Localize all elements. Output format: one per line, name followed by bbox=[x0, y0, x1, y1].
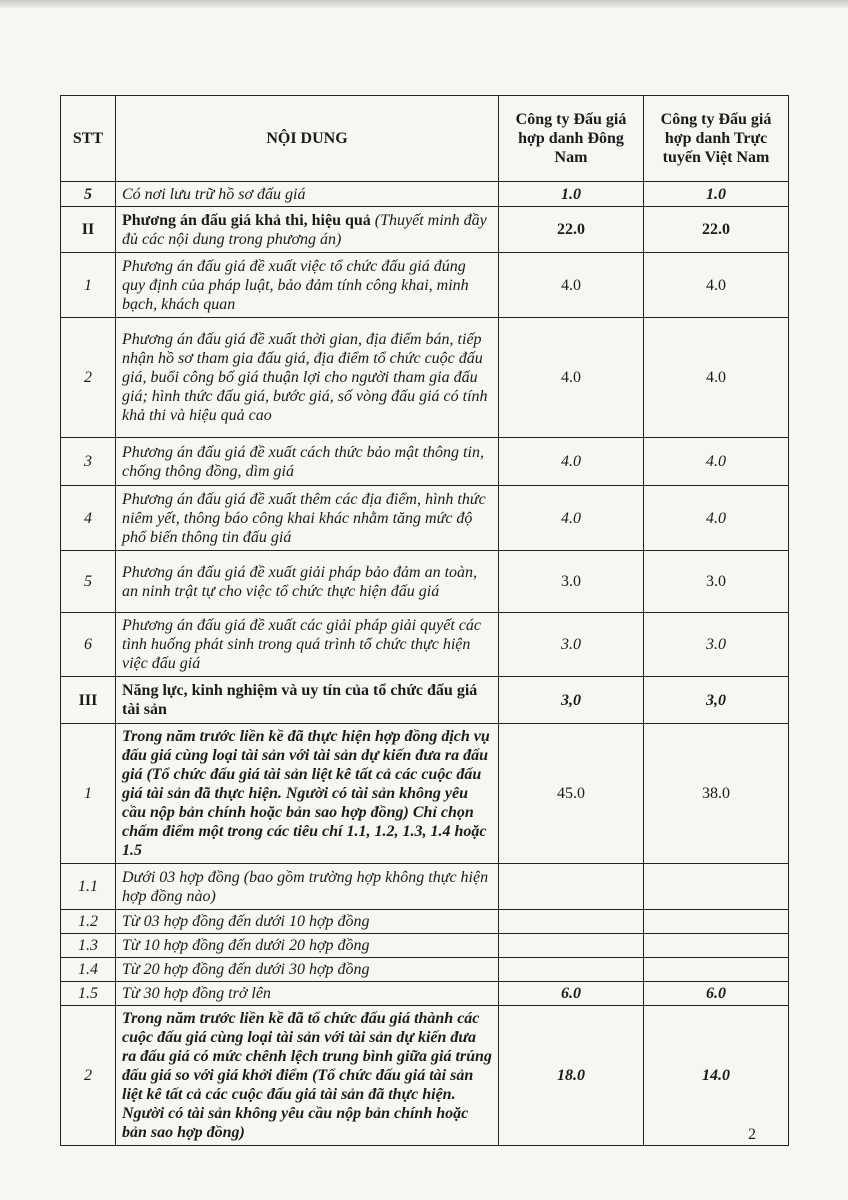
scan-edge bbox=[0, 0, 848, 8]
row-score-1: 4.0 bbox=[499, 486, 644, 551]
row-stt: 5 bbox=[61, 182, 116, 207]
row-score-2 bbox=[644, 934, 789, 958]
row-stt: 3 bbox=[61, 438, 116, 486]
table-row bbox=[61, 677, 789, 724]
row-stt: 1.2 bbox=[61, 910, 116, 934]
row-score-2: 4.0 bbox=[644, 486, 789, 551]
row-stt: 6 bbox=[61, 613, 116, 677]
row-content: Từ 03 hợp đồng đến dưới 10 hợp đồng bbox=[116, 910, 499, 934]
table-row bbox=[61, 182, 789, 207]
row-stt: 2 bbox=[61, 318, 116, 438]
row-score-2: 3.0 bbox=[644, 613, 789, 677]
header-company-2: Công ty Đấu giá hợp danh Trực tuyến Việt Nam bbox=[644, 96, 789, 182]
row-score-2: 3,0 bbox=[644, 677, 789, 724]
row-score-1: 4.0 bbox=[499, 253, 644, 318]
row-score-1: 22.0 bbox=[499, 207, 644, 253]
row-score-1: 4.0 bbox=[499, 438, 644, 486]
row-stt: III bbox=[61, 677, 116, 724]
table-row bbox=[61, 864, 789, 910]
table-row bbox=[61, 253, 789, 318]
row-stt: 2 bbox=[61, 1006, 116, 1146]
row-content: Dưới 03 hợp đồng (bao gồm trường hợp không thực hiện hợp đồng nào) bbox=[116, 864, 499, 910]
row-content: Phương án đấu giá đề xuất thêm các địa điểm, hình thức niêm yết, thông báo công khai khác nhằm tăng mức độ phổ biến thông tin đấu giá bbox=[116, 486, 499, 551]
table-row bbox=[61, 551, 789, 613]
row-score-1: 4.0 bbox=[499, 318, 644, 438]
row-score-2: 6.0 bbox=[644, 982, 789, 1006]
row-content: Có nơi lưu trữ hồ sơ đấu giá bbox=[116, 182, 499, 207]
row-score-2 bbox=[644, 958, 789, 982]
row-score-2 bbox=[644, 864, 789, 910]
row-content: Trong năm trước liền kề đã tổ chức đấu giá thành các cuộc đấu giá cùng loại tài sản với tài sản dự kiến đưa ra đấu giá có mức chênh lệch trung bình giữa giá trúng đấu giá so với giá khởi điểm (Tổ chức đấu giá tài sản liệt kê tất cả các cuộc đấu giá tài sản đã thực hiện. Người có tài sản không yêu cầu nộp bản chính hoặc bản sao hợp đồng) bbox=[116, 1006, 499, 1146]
table-row bbox=[61, 958, 789, 982]
row-score-2: 4.0 bbox=[644, 253, 789, 318]
row-content: Từ 30 hợp đồng trở lên bbox=[116, 982, 499, 1006]
header-content: NỘI DUNG bbox=[116, 96, 499, 182]
row-score-1: 18.0 bbox=[499, 1006, 644, 1146]
row-stt: 4 bbox=[61, 486, 116, 551]
row-stt: 1 bbox=[61, 724, 116, 864]
table-row bbox=[61, 982, 789, 1006]
row-stt: 1.1 bbox=[61, 864, 116, 910]
row-content: Năng lực, kinh nghiệm và uy tín của tổ chức đấu giá tài sản bbox=[116, 677, 499, 724]
scoring-table bbox=[60, 95, 789, 1146]
table-row bbox=[61, 724, 789, 864]
table-header-row bbox=[61, 96, 789, 182]
row-score-1: 1.0 bbox=[499, 182, 644, 207]
row-score-2: 4.0 bbox=[644, 438, 789, 486]
row-stt: 1.5 bbox=[61, 982, 116, 1006]
row-content: Phương án đấu giá đề xuất việc tổ chức đấu giá đúng quy định của pháp luật, bảo đảm tính công khai, minh bạch, khách quan bbox=[116, 253, 499, 318]
row-content: Phương án đấu giá đề xuất cách thức bảo mật thông tin, chống thông đồng, dìm giá bbox=[116, 438, 499, 486]
row-content: Phương án đấu giá đề xuất giải pháp bảo đảm an toàn, an ninh trật tự cho việc tổ chức thực hiện đấu giá bbox=[116, 551, 499, 613]
row-score-1 bbox=[499, 958, 644, 982]
row-score-2: 1.0 bbox=[644, 182, 789, 207]
row-stt: 1 bbox=[61, 253, 116, 318]
header-company-1: Công ty Đấu giá hợp danh Đông Nam bbox=[499, 96, 644, 182]
page-number: 2 bbox=[748, 1126, 756, 1143]
row-score-2: 22.0 bbox=[644, 207, 789, 253]
row-content-main: Phương án đấu giá khả thi, hiệu quả bbox=[122, 211, 371, 229]
row-stt: II bbox=[61, 207, 116, 253]
row-score-2 bbox=[644, 910, 789, 934]
table-row bbox=[61, 613, 789, 677]
row-content bbox=[116, 207, 499, 253]
row-score-2: 3.0 bbox=[644, 551, 789, 613]
row-stt: 1.3 bbox=[61, 934, 116, 958]
row-content: Trong năm trước liền kề đã thực hiện hợp đồng dịch vụ đấu giá cùng loại tài sản với tài sản dự kiến đưa ra đấu giá (Tổ chức đấu giá tài sản liệt kê tất cả các cuộc đấu giá tài sản đã thực hiện. Người có tài sản không yêu cầu nộp bản chính hoặc bản sao hợp đồng) Chỉ chọn chấm điểm một trong các tiêu chí 1.1, 1.2, 1.3, 1.4 hoặc 1.5 bbox=[116, 724, 499, 864]
row-score-2: 14.0 bbox=[644, 1006, 789, 1146]
row-content: Phương án đấu giá đề xuất thời gian, địa điểm bán, tiếp nhận hồ sơ tham gia đấu giá, địa điểm tổ chức cuộc đấu giá, buổi công bố giá thuận lợi cho người tham gia đấu giá; hình thức đấu giá, bước giá, số vòng đấu giá có tính khả thi và hiệu quả cao bbox=[116, 318, 499, 438]
row-score-1 bbox=[499, 910, 644, 934]
row-content-note: (Thuyết minh đầy đủ các nội dung trong phương án) bbox=[122, 211, 487, 248]
header-stt: STT bbox=[61, 96, 116, 182]
row-score-2: 4.0 bbox=[644, 318, 789, 438]
row-content: Từ 20 hợp đồng đến dưới 30 hợp đồng bbox=[116, 958, 499, 982]
table-row bbox=[61, 207, 789, 253]
table-row bbox=[61, 438, 789, 486]
row-score-1 bbox=[499, 934, 644, 958]
row-score-1 bbox=[499, 864, 644, 910]
row-score-1: 3,0 bbox=[499, 677, 644, 724]
table-row bbox=[61, 486, 789, 551]
row-score-1: 3.0 bbox=[499, 613, 644, 677]
row-score-1: 45.0 bbox=[499, 724, 644, 864]
table-row bbox=[61, 934, 789, 958]
row-score-2: 38.0 bbox=[644, 724, 789, 864]
table-row bbox=[61, 318, 789, 438]
table-row bbox=[61, 1006, 789, 1146]
row-stt: 1.4 bbox=[61, 958, 116, 982]
row-stt: 5 bbox=[61, 551, 116, 613]
row-score-1: 3.0 bbox=[499, 551, 644, 613]
row-score-1: 6.0 bbox=[499, 982, 644, 1006]
table-row bbox=[61, 910, 789, 934]
row-content: Phương án đấu giá đề xuất các giải pháp giải quyết các tình huống phát sinh trong quá trình tổ chức thực hiện việc đấu giá bbox=[116, 613, 499, 677]
row-content: Từ 10 hợp đồng đến dưới 20 hợp đồng bbox=[116, 934, 499, 958]
